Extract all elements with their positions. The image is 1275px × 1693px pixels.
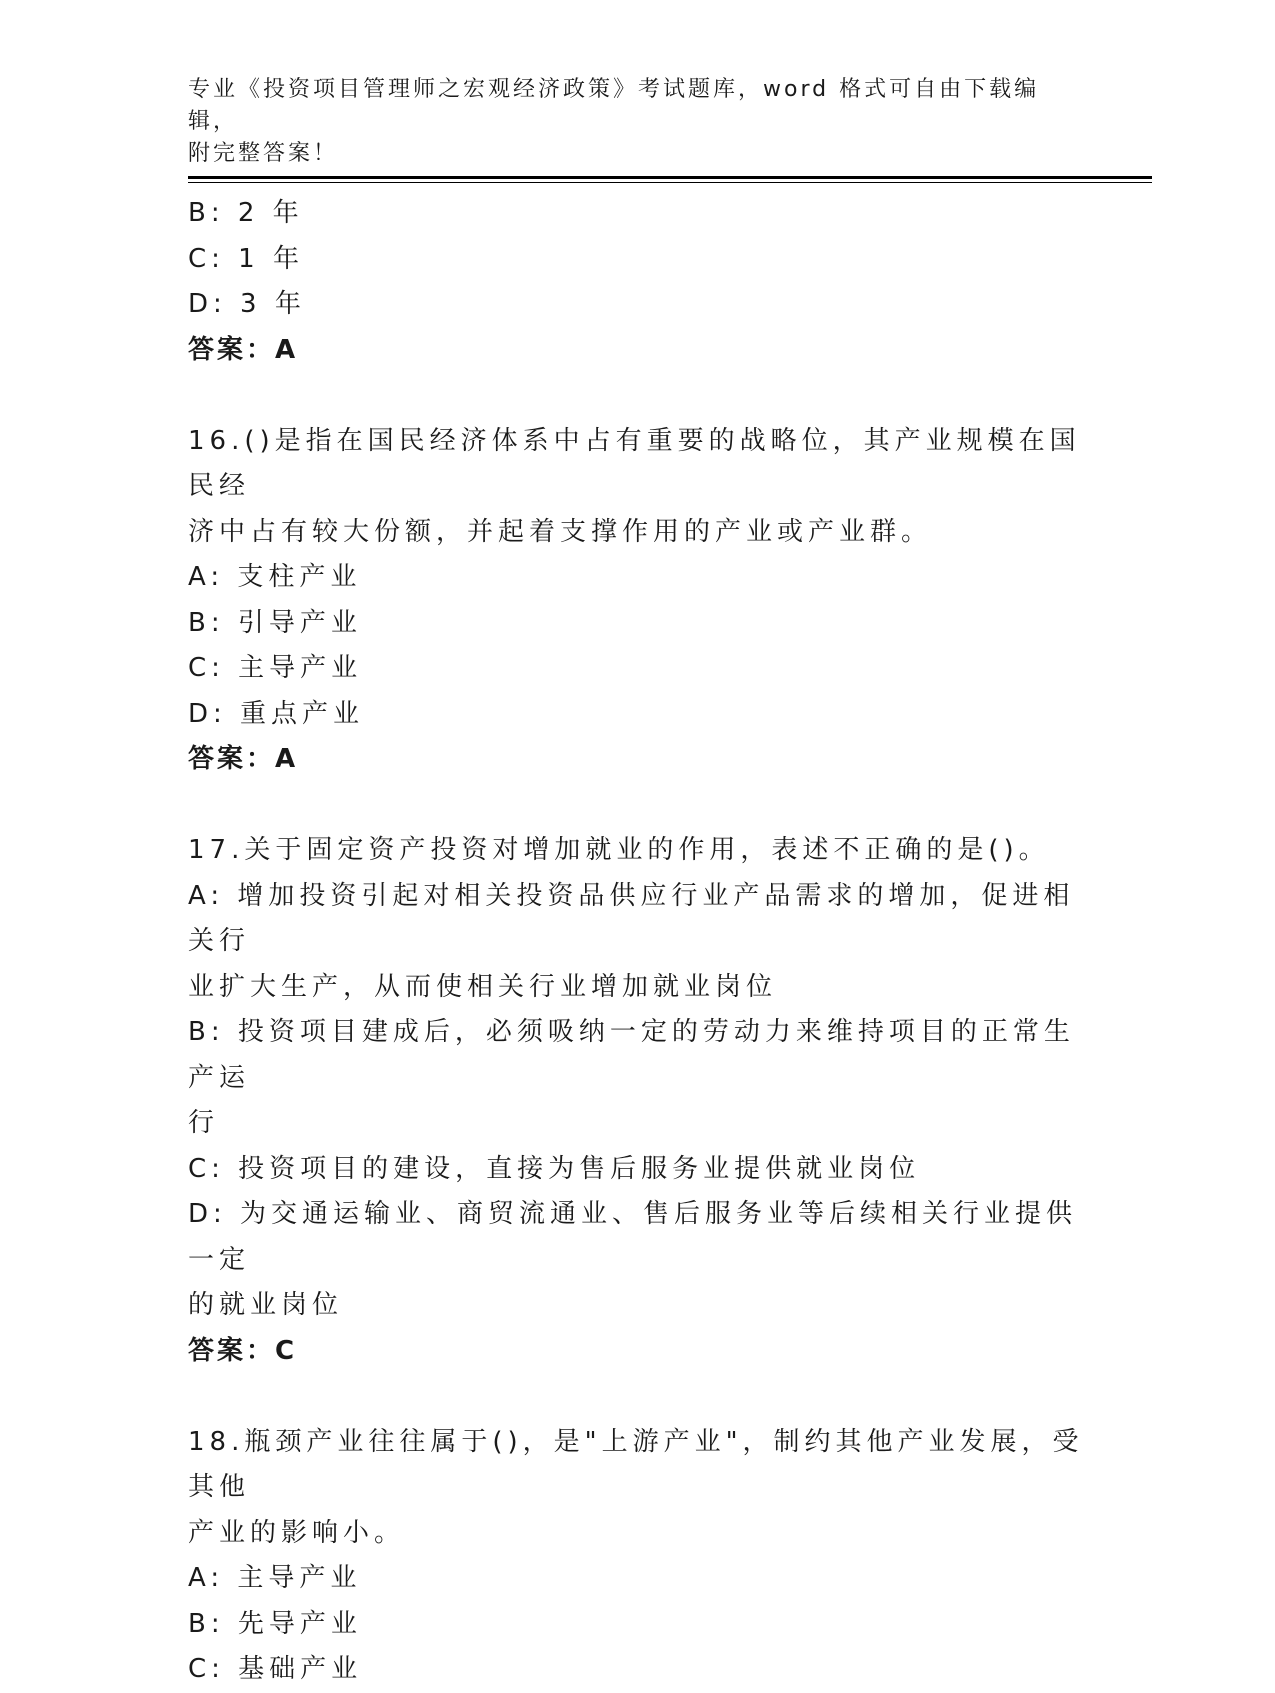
header-line: 附完整答案！ [188, 141, 339, 166]
option-b-continued: 行 [188, 1108, 220, 1138]
option-b: B: 2 年 [188, 198, 304, 228]
option-d: D: 为交通运输业、商贸流通业、售后服务业等后续相关行业提供一定 [188, 1199, 1078, 1275]
option-a-continued: 业扩大生产，从而使相关行业增加就业岗位 [188, 971, 778, 1002]
spacer [188, 373, 1088, 419]
option-c: C: 基础产业 [188, 1654, 363, 1684]
question-block-previous [188, 191, 1088, 373]
option-d: D: 3 年 [188, 289, 306, 319]
option-b: B: 投资项目建成后，必须吸纳一定的劳动力来维持项目的正常生产运 [188, 1017, 1075, 1093]
option-c: C: 1 年 [188, 243, 304, 274]
option-d: D: 重点产业 [188, 698, 365, 729]
question-stem: 17.关于固定资产投资对增加就业的作用，表述不正确的是()。 [188, 835, 1050, 865]
answer-line: 答案：A [188, 744, 299, 774]
question-block-18 [188, 1420, 1088, 1693]
spacer [188, 1374, 1088, 1420]
header-line: 专业《投资项目管理师之宏观经济政策》考试题库，word 格式可自由下载编辑， [188, 77, 1040, 134]
question-stem: 产业的影响小。 [188, 1517, 406, 1548]
question-stem: 16.()是指在国民经济体系中占有重要的战略位，其产业规模在国民经 [188, 425, 1081, 501]
question-block-17 [188, 828, 1088, 1374]
option-c: C: 投资项目的建设，直接为售后服务业提供就业岗位 [188, 1153, 921, 1184]
header-divider-thin [188, 182, 1152, 183]
option-a: A: 主导产业 [188, 1563, 362, 1593]
question-stem: 18.瓶颈产业往往属于()，是"上游产业"，制约其他产业发展，受其他 [188, 1426, 1084, 1502]
option-d-continued: 的就业岗位 [188, 1290, 344, 1320]
option-b: B: 引导产业 [188, 607, 362, 638]
document-header [188, 74, 1088, 170]
option-b: B: 先导产业 [188, 1608, 362, 1639]
question-block-16 [188, 419, 1088, 783]
option-a: A: 支柱产业 [188, 562, 362, 592]
header-divider-thick [188, 176, 1152, 179]
option-c: C: 主导产业 [188, 653, 363, 683]
answer-line: 答案：C [188, 1335, 298, 1366]
spacer [188, 783, 1088, 829]
question-list [188, 191, 1088, 1693]
answer-line: 答案：A [188, 334, 299, 365]
option-a: A: 增加投资引起对相关投资品供应行业产品需求的增加，促进相关行 [188, 880, 1075, 956]
question-stem: 济中占有较大份额，并起着支撑作用的产业或产业群。 [188, 516, 933, 547]
